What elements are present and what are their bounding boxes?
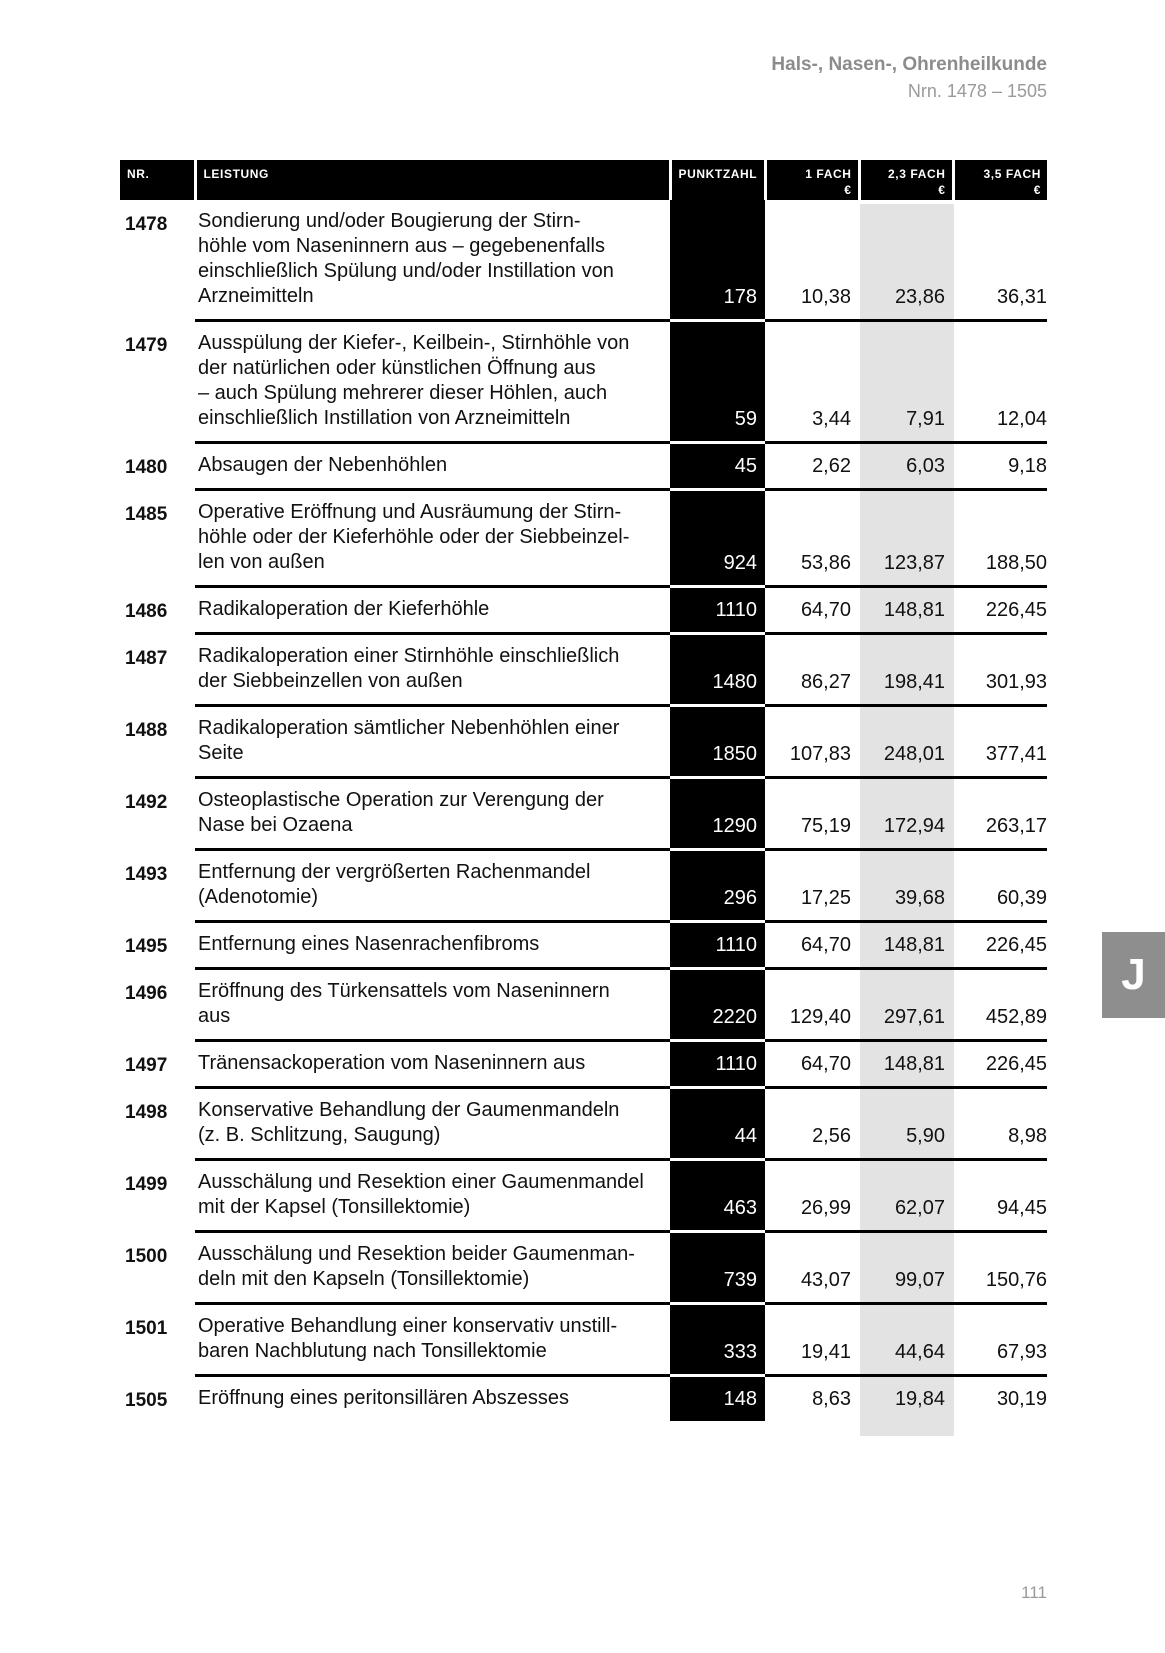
- header-fach1-label: 1 FACH: [805, 167, 852, 181]
- row-fach1: 129,40: [765, 969, 859, 1041]
- row-fach1: 86,27: [765, 634, 859, 706]
- row-fach1: 26,99: [765, 1160, 859, 1232]
- row-fach23: 23,86: [859, 200, 953, 321]
- row-leistung: Ausschälung und Resektion beider Gaumenman- deln mit den Kapseln (Tonsillektomie): [195, 1232, 670, 1304]
- row-fach23: 248,01: [859, 706, 953, 778]
- row-punktzahl: 1480: [670, 634, 765, 706]
- row-punktzahl: 45: [670, 443, 765, 490]
- row-number: 1479: [125, 334, 168, 356]
- row-leistung: Entfernung der vergrößerten Rachenmandel (Adenotomie): [195, 850, 670, 922]
- row-punktzahl: 1110: [670, 922, 765, 969]
- row-leistung: Konservative Behandlung der Gaumenmandeln (z. B. Schlitzung, Saugung): [195, 1088, 670, 1160]
- row-fach35: 301,93: [953, 634, 1047, 706]
- table-row: [120, 778, 1047, 850]
- row-fach23: 99,07: [859, 1232, 953, 1304]
- header-fach23: [859, 160, 953, 200]
- row-leistung: Radikaloperation der Kieferhöhle: [195, 587, 670, 634]
- table-row: [120, 1304, 1047, 1376]
- row-number: 1486: [125, 600, 168, 622]
- row-fach35: 452,89: [953, 969, 1047, 1041]
- row-punktzahl: 463: [670, 1160, 765, 1232]
- row-fach35: 263,17: [953, 778, 1047, 850]
- row-number: 1485: [125, 503, 168, 525]
- row-punktzahl: 296: [670, 850, 765, 922]
- row-leistung: Sondierung und/oder Bougierung der Stirn- höhle vom Naseninnern aus – gegebenenfalls einschließlich Spülung und/oder Instillation von Arzneimitteln: [195, 200, 670, 321]
- row-fach23: 39,68: [859, 850, 953, 922]
- row-fach1: 75,19: [765, 778, 859, 850]
- table-row: [120, 443, 1047, 490]
- table-row: [120, 1160, 1047, 1232]
- page-header: [771, 52, 1047, 104]
- row-fach23: 5,90: [859, 1088, 953, 1160]
- row-leistung: Eröffnung des Türkensattels vom Naseninnern aus: [195, 969, 670, 1041]
- table-row: [120, 634, 1047, 706]
- row-number: 1480: [125, 456, 168, 478]
- row-fach35: 30,19: [996, 1388, 1047, 1410]
- row-fach1: 107,83: [765, 706, 859, 778]
- row-fach23: 19,84: [894, 1388, 945, 1410]
- table-row: [120, 1041, 1047, 1088]
- row-number: 1496: [125, 982, 168, 1004]
- table-body: [120, 200, 1047, 1421]
- row-number: 1501: [125, 1317, 168, 1339]
- row-fach35: 226,45: [953, 922, 1047, 969]
- row-leistung: Radikaloperation einer Stirnhöhle einschließlich der Siebbeinzellen von außen: [195, 634, 670, 706]
- row-leistung: Entfernung eines Nasenrachenfibroms: [195, 922, 670, 969]
- table-row: [120, 321, 1047, 443]
- row-fach1: 17,25: [765, 850, 859, 922]
- row-leistung: Radikaloperation sämtlicher Nebenhöhlen einer Seite: [195, 706, 670, 778]
- row-fach35: 9,18: [953, 443, 1047, 490]
- row-fach35: 60,39: [953, 850, 1047, 922]
- header-fach35-label: 3,5 FACH: [983, 167, 1041, 181]
- row-fach1: 53,86: [765, 490, 859, 587]
- row-leistung: Absaugen der Nebenhöhlen: [195, 443, 670, 490]
- row-fach23: 148,81: [859, 1041, 953, 1088]
- row-punktzahl: 1110: [670, 587, 765, 634]
- header-leistung: LEISTUNG: [195, 160, 670, 200]
- row-leistung: Tränensackoperation vom Naseninnern aus: [195, 1041, 670, 1088]
- table-row: [120, 490, 1047, 587]
- row-number: 1487: [125, 647, 168, 669]
- row-fach23: 6,03: [859, 443, 953, 490]
- row-punktzahl: 1110: [670, 1041, 765, 1088]
- row-punktzahl: 924: [670, 490, 765, 587]
- row-fach23: 62,07: [859, 1160, 953, 1232]
- number-range: Nrn. 1478 – 1505: [907, 81, 1047, 101]
- row-number: 1497: [125, 1054, 168, 1076]
- row-fach23: 148,81: [859, 922, 953, 969]
- table-row: [120, 587, 1047, 634]
- row-number: 1505: [125, 1389, 168, 1411]
- section-title: Hals-, Nasen-, Ohrenheilkunde: [771, 54, 1047, 75]
- row-fach1: 3,44: [765, 321, 859, 443]
- row-fach23: 7,91: [859, 321, 953, 443]
- row-fach1: 2,62: [765, 443, 859, 490]
- row-fach23: 148,81: [859, 587, 953, 634]
- row-number: 1488: [125, 719, 168, 741]
- row-punktzahl: 148: [670, 1376, 765, 1422]
- row-leistung: Osteoplastische Operation zur Verengung der Nase bei Ozaena: [195, 778, 670, 850]
- header-fach1-currency: €: [844, 183, 852, 197]
- row-fach1: 8,63: [812, 1388, 851, 1410]
- row-fach35: 377,41: [953, 706, 1047, 778]
- row-fach23: 297,61: [859, 969, 953, 1041]
- page-number: 111: [1021, 1583, 1047, 1602]
- row-fach1: 64,70: [765, 922, 859, 969]
- row-fach1: 43,07: [765, 1232, 859, 1304]
- row-fach35: 188,50: [953, 490, 1047, 587]
- row-leistung: Ausspülung der Kiefer-, Keilbein-, Stirnhöhle von der natürlichen oder künstlichen Öffnung aus – auch Spülung mehrerer dieser Höhlen, auch einschließlich Instillation von Arzneimitteln: [195, 321, 670, 443]
- row-fach23: 123,87: [859, 490, 953, 587]
- row-leistung: Ausschälung und Resektion einer Gaumenmandel mit der Kapsel (Tonsillektomie): [195, 1160, 670, 1232]
- row-fach1: 64,70: [765, 587, 859, 634]
- row-fach1: 19,41: [765, 1304, 859, 1376]
- row-leistung: Operative Eröffnung und Ausräumung der Stirn- höhle oder der Kieferhöhle oder der Siebbeinzel- len von außen: [195, 490, 670, 587]
- row-fach23: 172,94: [859, 778, 953, 850]
- row-punktzahl: 333: [670, 1304, 765, 1376]
- row-number: 1495: [125, 935, 168, 957]
- row-number: 1498: [125, 1101, 168, 1123]
- row-fach1: 10,38: [765, 200, 859, 321]
- table-row: [120, 706, 1047, 778]
- row-punktzahl: 59: [670, 321, 765, 443]
- row-punktzahl: 2220: [670, 969, 765, 1041]
- table-header: [120, 160, 1047, 200]
- row-fach23: 44,64: [859, 1304, 953, 1376]
- row-fach35: 67,93: [953, 1304, 1047, 1376]
- row-fach35: 8,98: [953, 1088, 1047, 1160]
- row-fach35: 226,45: [953, 587, 1047, 634]
- header-fach35: [953, 160, 1047, 200]
- header-punktzahl: PUNKTZAHL: [670, 160, 765, 200]
- row-fach35: 94,45: [953, 1160, 1047, 1232]
- header-fach23-currency: €: [938, 183, 946, 197]
- row-punktzahl: 1290: [670, 778, 765, 850]
- header-fach1: [765, 160, 859, 200]
- row-fach35: 226,45: [953, 1041, 1047, 1088]
- row-fach23: 198,41: [859, 634, 953, 706]
- row-number: 1499: [125, 1173, 168, 1195]
- table-row: [120, 1232, 1047, 1304]
- fee-table: [120, 160, 1047, 1421]
- row-fach35: 36,31: [953, 200, 1047, 321]
- row-punktzahl: 178: [670, 200, 765, 321]
- table-row: [120, 1376, 1047, 1422]
- table-row: [120, 850, 1047, 922]
- row-number: 1500: [125, 1245, 168, 1267]
- row-leistung: Operative Behandlung einer konservativ unstill- baren Nachblutung nach Tonsillektomie: [195, 1304, 670, 1376]
- row-number: 1492: [125, 791, 168, 813]
- row-fach1: 64,70: [765, 1041, 859, 1088]
- row-punktzahl: 1850: [670, 706, 765, 778]
- header-fach23-label: 2,3 FACH: [888, 167, 946, 181]
- row-punktzahl: 44: [670, 1088, 765, 1160]
- row-number: 1493: [125, 863, 168, 885]
- row-punktzahl: 739: [670, 1232, 765, 1304]
- table-row: [120, 1088, 1047, 1160]
- row-fach1: 2,56: [765, 1088, 859, 1160]
- row-fach35: 12,04: [953, 321, 1047, 443]
- section-tab: J: [1102, 932, 1165, 1018]
- row-fach35: 150,76: [953, 1232, 1047, 1304]
- table-row: [120, 969, 1047, 1041]
- row-number: 1478: [125, 214, 168, 235]
- table-row: [120, 922, 1047, 969]
- table-row: [120, 200, 1047, 321]
- header-fach35-currency: €: [1033, 183, 1041, 197]
- header-nr: NR.: [120, 160, 195, 200]
- row-leistung: Eröffnung eines peritonsillären Abszesses: [198, 1387, 569, 1409]
